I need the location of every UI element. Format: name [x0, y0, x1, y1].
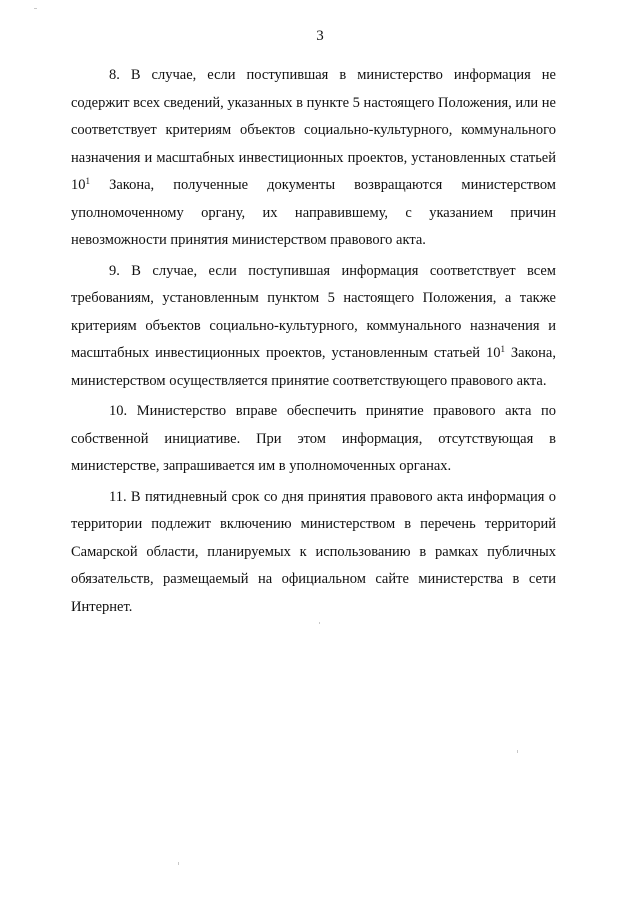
scan-speck: [319, 622, 320, 624]
superscript: 1: [500, 344, 505, 354]
paragraph-8: [71, 62, 556, 255]
document-body: [71, 62, 556, 624]
paragraph-text: 11. В пятидневный срок со дня принятия правового акта информация о территории подлежит включению министерством в перечень территорий Самарской области, планируемых к использованию в рамках публичных обязательств, размещаемый на официальном сайте министерства в сети Интернет.: [71, 488, 556, 615]
paragraph-10: [71, 398, 556, 481]
paragraph-text: 9. В случае, если поступившая информация соответствует всем требованиям, установленным пунктом 5 настоящего Положения, а также критериям объектов социально-культурного, коммунального назначения и масштабных инвестиционных проектов, установленным статьей 10: [71, 262, 556, 361]
superscript: 1: [85, 176, 90, 186]
paragraph-text: Закона, министерством осуществляется принятие соответствующего правового акта.: [71, 345, 556, 389]
scan-speck: [517, 750, 518, 753]
paragraph-text: 10. Министерство вправе обеспечить принятие правового акта по собственной инициативе. При этом информация, отсутствующая в министерстве, запрашивается им в уполномоченных органах.: [71, 403, 556, 474]
paragraph-11: [71, 484, 556, 622]
paragraph-text: Закона, полученные документы возвращаются министерством уполномоченному органу, их направившему, с указанием причин невозможности принятия министерством правового акта.: [71, 177, 556, 248]
paragraph-text: 8. В случае, если поступившая в министерство информация не содержит всех сведений, указанных в пункте 5 настоящего Положения, или не соответствует критериям объектов социально-культурного, коммунального назначения и масштабных инвестиционных проектов, установленных статьей 10: [71, 67, 556, 193]
scan-speck: [34, 8, 37, 9]
scan-speck: [178, 862, 179, 865]
paragraph-9: [71, 258, 556, 396]
page-number: 3: [316, 28, 324, 44]
